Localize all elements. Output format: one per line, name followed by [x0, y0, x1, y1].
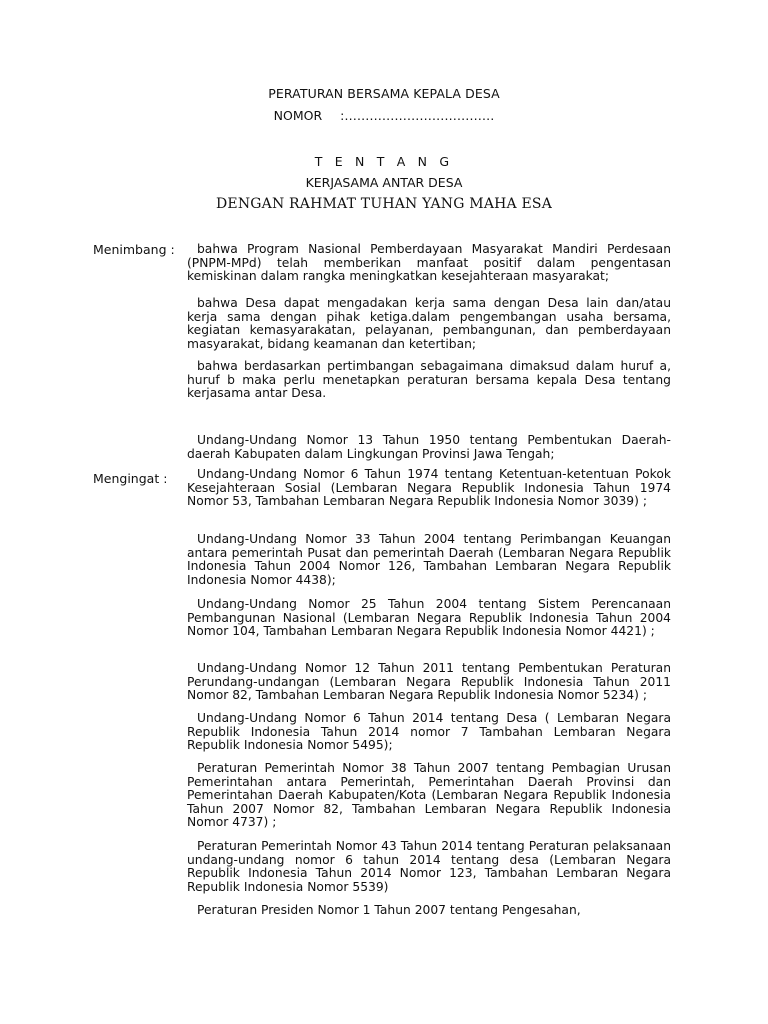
mengingat-item: Undang-Undang Nomor 6 Tahun 1974 tentang Ketentuan-ketentuan Pokok Kesejahteraan Sosial (Lembaran Negara Republik Indonesia Tahun 1974 Nomor 53, Tambahan Lembaran Negara Republik Indonesia Nomor 3039) ;: [187, 467, 671, 509]
document-number: [0, 108, 768, 123]
rahmat-heading: DENGAN RAHMAT TUHAN YANG MAHA ESA: [215, 196, 553, 212]
nomor-value: :………………………………: [340, 108, 495, 123]
mengingat-item: Undang-Undang Nomor 25 Tahun 2004 tentang Sistem Perencanaan Pembangunan Nasional (Lembaran Negara Republik Indonesia Tahun 2004 Nomor 104, Tambahan Lembaran Negara Republik Indonesia Nomor 4421) ;: [187, 597, 671, 639]
menimbang-item: bahwa Program Nasional Pemberdayaan Masyarakat Mandiri Perdesaan (PNPM-MPd) telah memberikan manfaat positif dalam pengentasan kemiskinan dalam rangka meningkatkan kesejahteraan masyarakat;: [187, 242, 671, 284]
mengingat-item: Peraturan Pemerintah Nomor 38 Tahun 2007 tentang Pembagian Urusan Pemerintahan antara Pemerintah, Pemerintahan Daerah Provinsi dan Pemerintahan Daerah Kabupaten/Kota (Lembaran Negara Republik Indonesia Tahun 2007 Nomor 82, Tambahan Lembaran Negara Republik Indonesia Nomor 4737) ;: [187, 761, 671, 830]
menimbang-item: bahwa berdasarkan pertimbangan sebagaimana dimaksud dalam huruf a, huruf b maka perlu menetapkan peraturan bersama kepala Desa tentang kerjasama antar Desa.: [187, 359, 671, 401]
mengingat-item: Peraturan Presiden Nomor 1 Tahun 2007 tentang Pengesahan,: [197, 903, 581, 917]
document-subject: KERJASAMA ANTAR DESA: [305, 175, 463, 190]
mengingat-item: Undang-Undang Nomor 6 Tahun 2014 tentang Desa ( Lembaran Negara Republik Indonesia Tahun 2014 nomor 7 Tambahan Lembaran Negara Republik Indonesia Nomor 5495);: [187, 711, 671, 753]
mengingat-item: Undang-Undang Nomor 12 Tahun 2011 tentang Pembentukan Peraturan Perundang-undangan (Lembaran Negara Republik Indonesia Tahun 2011 Nomor 82, Tambahan Lembaran Negara Republik Indonesia Nomor 5234) ;: [187, 661, 671, 703]
mengingat-item: Undang-Undang Nomor 33 Tahun 2004 tentang Perimbangan Keuangan antara pemerintah Pusat dan pemerintah Daerah (Lembaran Negara Republik Indonesia Tahun 2004 Nomor 126, Tambahan Lembaran Negara Republik Indonesia Nomor 4438);: [187, 532, 671, 587]
mengingat-item: Peraturan Pemerintah Nomor 43 Tahun 2014 tentang Peraturan pelaksanaan undang-undang nomor 6 tahun 2014 tentang desa (Lembaran Negara Republik Indonesia Tahun 2014 Nomor 123, Tambahan Lembaran Negara Republik Indonesia Nomor 5539): [187, 839, 671, 894]
tentang-heading: T E N T A N G: [314, 154, 454, 169]
nomor-label: NOMOR: [273, 108, 323, 123]
document-title: PERATURAN BERSAMA KEPALA DESA: [268, 86, 500, 101]
mengingat-item: Undang-Undang Nomor 13 Tahun 1950 tentang Pembentukan Daerah-daerah Kabupaten dalam Lingkungan Provinsi Jawa Tengah;: [187, 433, 671, 461]
menimbang-item: bahwa Desa dapat mengadakan kerja sama dengan Desa lain dan/atau kerja sama dengan pihak ketiga.dalam pengembangan usaha bersama, kegiatan kemasyarakatan, pelayanan, pembangunan, dan pemberdayaan masyarakat, bidang keamanan dan ketertiban;: [187, 296, 671, 351]
mengingat-label: Mengingat :: [93, 471, 168, 486]
menimbang-label: Menimbang :: [93, 242, 175, 257]
